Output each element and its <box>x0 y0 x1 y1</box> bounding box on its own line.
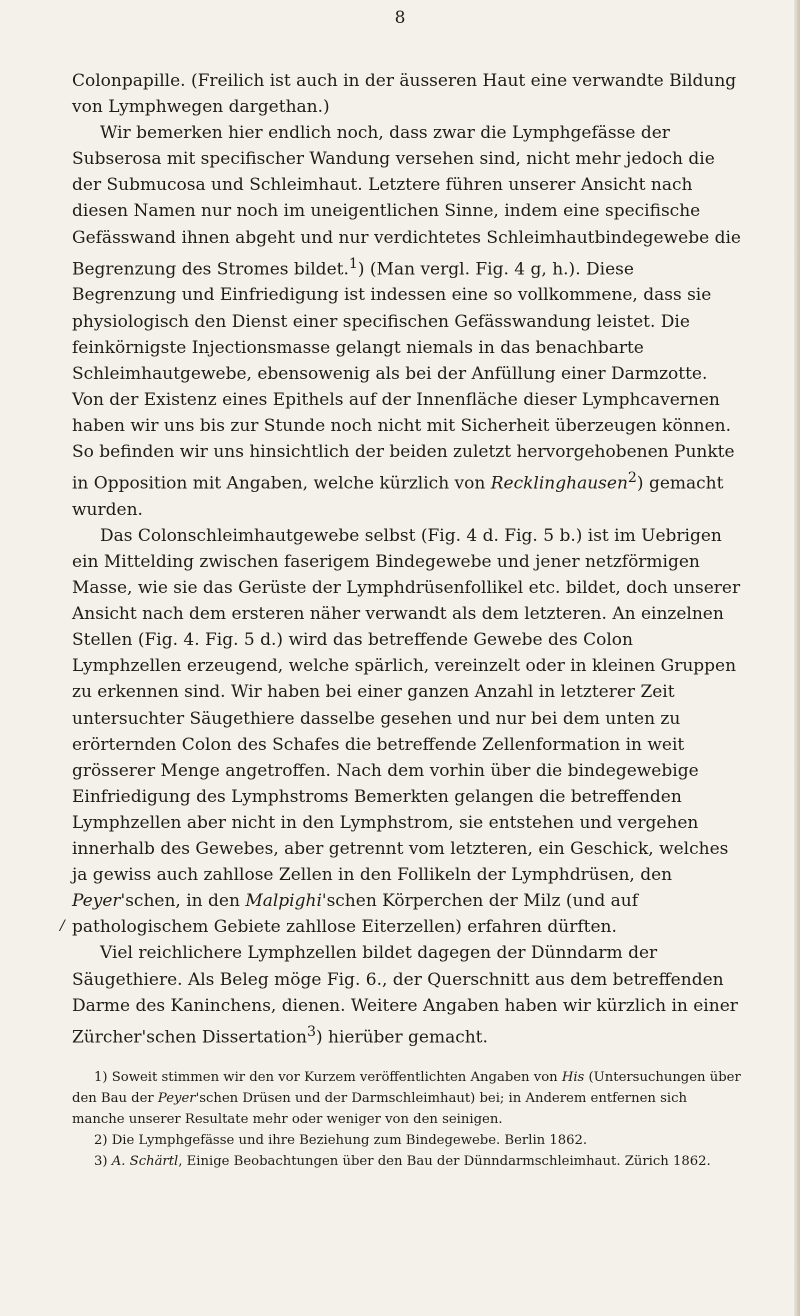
author-name: Recklinghausen <box>490 473 628 494</box>
paragraph-3-text-mid: 'schen, in den <box>120 891 246 912</box>
paragraph-4 <box>72 940 742 1050</box>
footnote-number: 2) <box>94 1132 108 1148</box>
footnote-ref-3: 3 <box>306 1023 316 1040</box>
author-name: Peyer <box>72 891 121 912</box>
footnotes <box>72 1068 742 1172</box>
paragraph-1 <box>72 68 742 120</box>
main-text <box>72 68 742 1172</box>
author-name: Peyer <box>157 1091 196 1107</box>
paragraph-2 <box>72 120 742 523</box>
footnote-number: 1) <box>94 1070 108 1086</box>
paragraph-4-text-a: Viel reichlichere Lymphzellen bildet dagegen der Dünndarm der Säugethiere. Als Beleg möge Fig. 6., der Querschnitt aus dem betreffenden Darme des Kaninchens, dienen. Weitere Angaben haben wir kürzlich in einer Zürcher'schen Dissertation <box>72 943 738 1048</box>
page-number: 8 <box>394 8 406 28</box>
footnote-text: (Untersuchungen über den Bau der <box>72 1070 741 1107</box>
footnote-text: , Einige Beobachtungen über den Bau der Dünndarmschleimhaut. Zürich 1862. <box>178 1153 711 1169</box>
footnote-text: Die Lymphgefässe und ihre Beziehung zum Bindegewebe. Berlin 1862. <box>107 1132 588 1148</box>
author-name: Malpighi <box>245 891 322 912</box>
paragraph-3-text-end: 'schen Körperchen der Milz (und auf pathologischem Gebiete zahllose Eiterzellen) erfahren dürften. <box>72 891 639 938</box>
footnote-text: Soweit stimmen wir den vor Kurzem veröffentlichten Angaben von <box>107 1070 562 1086</box>
author-name: His <box>561 1070 585 1086</box>
footnote-3 <box>72 1152 742 1173</box>
paragraph-3-text: Das Colonschleimhautgewebe selbst (Fig. 4 d. Fig. 5 b.) ist im Uebrigen ein Mittelding zwischen faserigem Bindegewebe und jener netzförmigen Masse, wie sie das Gerüste der Lymphdrüsenfollikel etc. bildet, doch unserer Ansicht nach dem ersteren näher verwandt als dem letzteren. An einzelnen Stellen (Fig. 4. Fig. 5 d.) wird das betreffende Gewebe des Colon Lymphzellen erzeugend, welche spärlich, vereinzelt oder in kleinen Gruppen zu erkennen sind. Wir haben bei einer ganzen Anzahl in letzterer Zeit untersuchter Säugethiere dasselbe gesehen und nur bei dem unten zu erörternden Colon des Schafes die betreffende Zellenformation in weit grösserer Menge angetroffen. Nach dem vorhin über die bindegewebige Einfriedigung des Lymphstroms Bemerkten gelangen die betreffenden Lymphzellen aber nicht in den Lymphstrom, sie entstehen und vergehen innerhalb des Gewebes, aber getrennt vom letzteren, ein Geschick, welches ja gewiss auch zahllose Zellen in den Follikeln der Lymphdrüsen, den <box>72 525 741 886</box>
footnote-number: 3) <box>94 1153 108 1169</box>
footnote-ref-1: 1 <box>348 255 358 272</box>
paragraph-2-text-c: ) gemacht wurden. <box>72 473 724 520</box>
paragraph-2-text-b: ) (Man vergl. Fig. 4 g, h.). Diese Begrenzung und Einfriedigung ist indessen eine so vollkommene, dass sie physiologisch den Dienst einer specifischen Gefässwandung leistet. Die feinkörnigste Injectionsmasse gelangt niemals in das benachbarte Schleimhautgewebe, ebensowenig als bei der Anfüllung einer Darmzotte. Von der Existenz eines Epithels auf der Innenfläche dieser Lymphcavernen haben wir uns bis zur Stunde noch nicht mit Sicherheit überzeugen können. So befinden wir uns hinsichtlich der beiden zuletzt hervorgehobenen Punkte in Opposition mit Angaben, welche kürzlich von <box>72 259 735 494</box>
paragraph-3 <box>72 523 742 941</box>
footnote-2 <box>72 1131 742 1152</box>
footnote-1 <box>72 1068 742 1130</box>
footnote-text: 'schen Drüsen und der Darmschleimhaut) bei; in Anderem entfernen sich manche unserer Resultate mehr oder weniger von den seinigen. <box>72 1091 687 1128</box>
author-name: A. Schärtl <box>111 1153 179 1169</box>
paragraph-4-text-b: ) hierüber gemacht. <box>315 1027 488 1048</box>
footnote-ref-2: 2 <box>627 470 637 487</box>
margin-mark: / <box>60 918 65 934</box>
paragraph-2-text-a: Wir bemerken hier endlich noch, dass zwar die Lymphgefässe der Subserosa mit specifischer Wandung versehen sind, nicht mehr jedoch die der Submucosa und Schleimhaut. Letztere führen unserer Ansicht nach diesen Namen nur noch im uneigentlichen Sinne, indem eine specifische Gefässwand ihnen abgeht und nur verdichtetes Schleimhautbindegewebe die Begrenzung des Stromes bildet. <box>72 123 741 280</box>
paragraph-1-text: Colonpapille. (Freilich ist auch in der äusseren Haut eine verwandte Bildung von Lymphwegen dargethan.) <box>72 71 737 118</box>
page-edge <box>794 0 800 1316</box>
